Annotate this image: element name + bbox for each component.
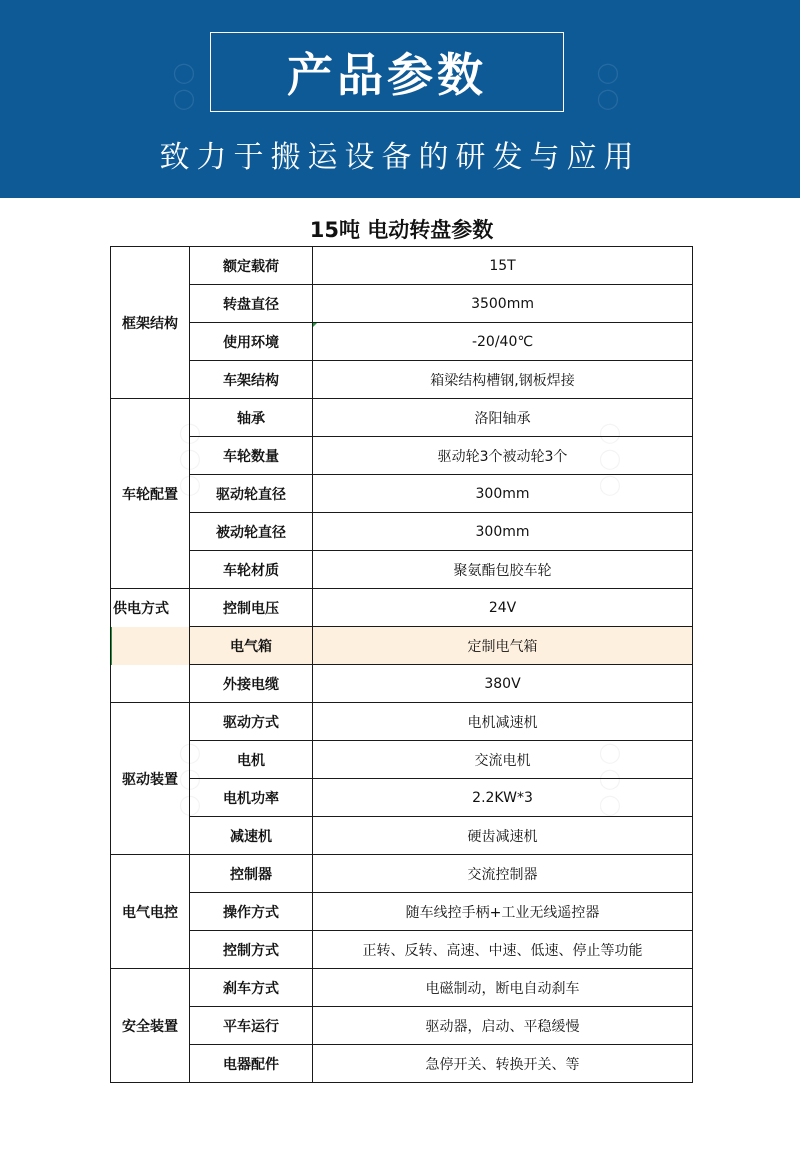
table-row [111,247,693,285]
table-row [111,437,693,475]
parameter-table [110,212,693,1083]
param-cell: 驱动方式 [190,703,313,741]
param-cell: 电器配件 [190,1045,313,1083]
category-cell-empty [111,665,190,703]
table-row [111,969,693,1007]
param-cell: 操作方式 [190,893,313,931]
category-cell: 驱动装置 [111,703,190,855]
watermark-logo: ◯◯ [596,60,620,112]
value-cell: 电磁制动，断电自动刹车 [313,969,693,1007]
value-cell: 15T [313,247,693,285]
table-row [111,665,693,703]
value-cell: 正转、反转、高速、中速、低速、停止等功能 [313,931,693,969]
param-cell: 车轮数量 [190,437,313,475]
table-row [111,361,693,399]
value-cell: -20/40℃ [313,323,693,361]
value-cell: 随车线控手柄+工业无线遥控器 [313,893,693,931]
table-row [111,703,693,741]
value-cell: 硬齿减速机 [313,817,693,855]
category-cell: 供电方式 [111,589,190,627]
param-cell: 转盘直径 [190,285,313,323]
value-cell: 3500mm [313,285,693,323]
param-cell: 控制器 [190,855,313,893]
page-subtitle: 致力于搬运设备的研发与应用 [159,140,641,175]
page-title: 产品参数 [210,32,564,112]
param-cell: 电机功率 [190,779,313,817]
table-row [111,323,693,361]
table-row [111,399,693,437]
value-cell: 交流控制器 [313,855,693,893]
param-cell: 使用环境 [190,323,313,361]
category-cell: 电气电控 [111,855,190,969]
category-cell-empty [111,627,190,665]
parameter-sheet [110,212,692,1083]
param-cell: 控制电压 [190,589,313,627]
table-row [111,779,693,817]
value-cell: 洛阳轴承 [313,399,693,437]
param-cell: 平车运行 [190,1007,313,1045]
category-cell: 框架结构 [111,247,190,399]
param-cell: 被动轮直径 [190,513,313,551]
param-cell: 轴承 [190,399,313,437]
param-cell: 电机 [190,741,313,779]
value-cell: 定制电气箱 [313,627,693,665]
value-cell: 300mm [313,475,693,513]
param-cell: 车轮材质 [190,551,313,589]
param-cell: 刹车方式 [190,969,313,1007]
value-cell: 300mm [313,513,693,551]
value-cell: 2.2KW*3 [313,779,693,817]
param-cell: 额定载荷 [190,247,313,285]
value-cell: 交流电机 [313,741,693,779]
table-row [111,589,693,627]
table-row [111,855,693,893]
value-cell: 驱动轮3个被动轮3个 [313,437,693,475]
table-caption: 15吨 电动转盘参数 [111,212,693,247]
param-cell: 车架结构 [190,361,313,399]
table-row [111,513,693,551]
value-cell: 急停开关、转换开关、等 [313,1045,693,1083]
value-cell: 箱梁结构槽钢,钢板焊接 [313,361,693,399]
table-row [111,551,693,589]
table-row [111,475,693,513]
param-cell: 减速机 [190,817,313,855]
value-cell: 380V [313,665,693,703]
table-row [111,741,693,779]
header-banner [0,0,800,198]
table-row [111,1007,693,1045]
category-cell: 车轮配置 [111,399,190,589]
param-cell: 控制方式 [190,931,313,969]
param-cell: 外接电缆 [190,665,313,703]
table-row [111,931,693,969]
table-row [111,1045,693,1083]
value-cell: 驱动器，启动、平稳缓慢 [313,1007,693,1045]
value-cell: 电机减速机 [313,703,693,741]
value-cell: 24V [313,589,693,627]
table-row [111,893,693,931]
watermark-logo: ◯◯ [172,60,196,112]
caption-row [111,212,693,247]
param-cell: 驱动轮直径 [190,475,313,513]
category-cell: 安全装置 [111,969,190,1083]
param-cell: 电气箱 [190,627,313,665]
table-row [111,817,693,855]
value-cell: 聚氨酯包胶车轮 [313,551,693,589]
table-row [111,285,693,323]
table-row-highlighted [111,627,693,665]
